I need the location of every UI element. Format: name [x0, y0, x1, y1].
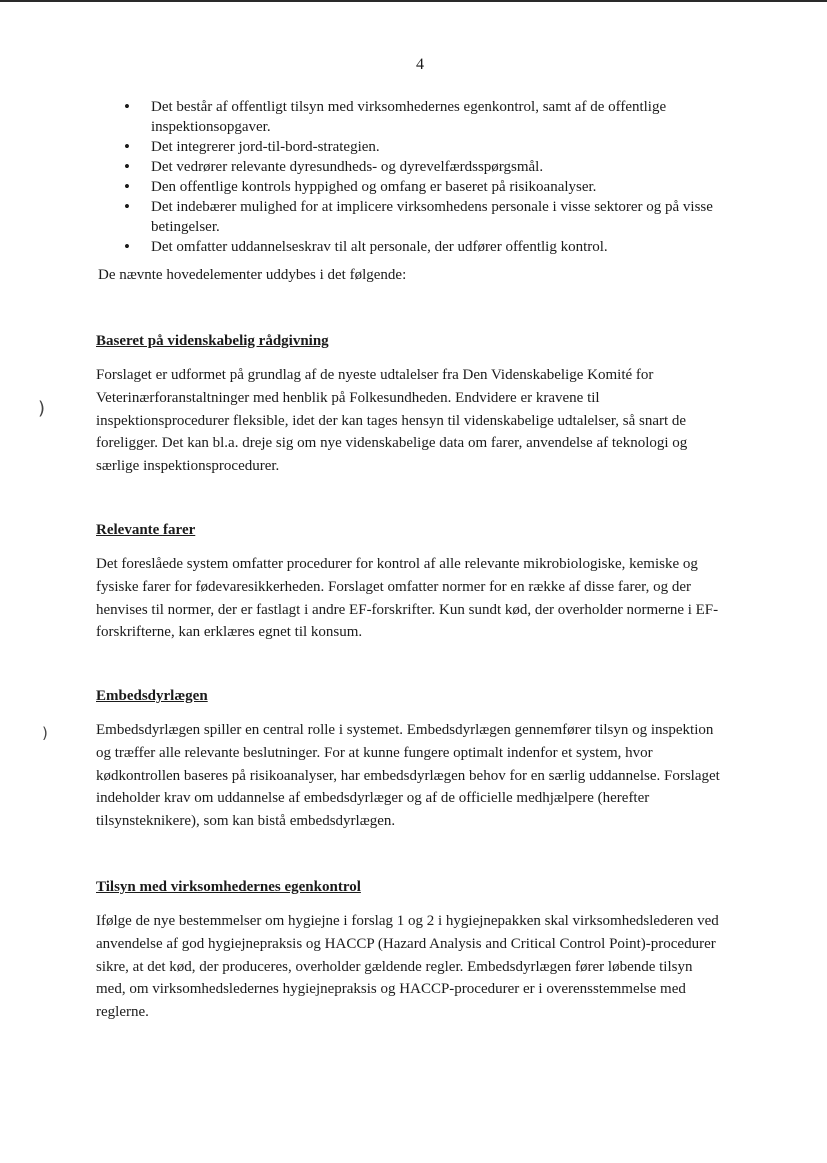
- section-body: Embedsdyrlægen spiller en central rolle i systemet. Embedsdyrlægen gennemfører tilsyn og inspektion og træffer alle relevante beslutninger. For at kunne fungere optimalt indenfor et system, hvor kødkontrollen baseres på risikoanalyser, har embedsdyrlægen behov for en særlig uddannelse. Forslaget indeholder krav om uddannelse af embedsdyrlæger og af de officielle medhjælpere (herefter tilsynsteknikere), som kan bistå embedsdyrlægen.: [96, 722, 720, 830]
- section-heading: Baseret på videnskabelig rådgivning: [96, 333, 329, 349]
- section-heading: Tilsyn med virksomhedernes egenkontrol: [96, 879, 361, 895]
- bullet-item: • Det består af offentligt tilsyn med virksomhedernes egenkontrol, samt af de offentlige inspektionsopgaver.: [120, 97, 740, 137]
- section-body: Forslaget er udformet på grundlag af de nyeste udtalelser fra Den Videnskabelige Komité for Veterinærforanstaltninger med henblik på Folkesundheden. Endvidere er kravene til inspektionsprocedurer fleksible, idet der kan tages hensyn til videnskabelige udtalelser, så snart de foreligger. Det kan bl.a. dreje sig om nye videnskabelige data om farer, anvendelse af teknologi og særlige inspektionsprocedurer.: [96, 367, 688, 475]
- binder-hole-mark: ): [42, 724, 48, 742]
- section-body: Det foreslåede system omfatter procedurer for kontrol af alle relevante mikrobiologiske, kemiske og fysiske farer for fødevaresikkerheden. Forslaget omfatter normer for en række af disse farer, og der henvises til normer, der er fastlagt i andre EF-forskrifter. Kun sundt kød, der overholder normerne i EF-forskrifterne, kan erklæres egnet til konsum.: [96, 556, 719, 641]
- intro-paragraph: De nævnte hovedelementer uddybes i det følgende:: [98, 267, 407, 283]
- bullet-list: [120, 97, 740, 257]
- bullet-item: • Det vedrører relevante dyresundheds- og dyrevelfærdsspørgsmål.: [120, 157, 740, 177]
- top-edge-rule: [0, 0, 827, 2]
- section-heading: Relevante farer: [96, 522, 196, 538]
- bullet-item: • Det integrerer jord-til-bord-strategien.: [120, 137, 740, 157]
- section-heading: Embedsdyrlægen: [96, 688, 208, 704]
- bullet-item: • Det indebærer mulighed for at implicere virksomhedens personale i visse sektorer og på visse betingelser.: [120, 197, 740, 237]
- binder-hole-mark: ): [38, 398, 46, 419]
- page-number: 4: [416, 56, 424, 73]
- section-body: Ifølge de nye bestemmelser om hygiejne i forslag 1 og 2 i hygiejnepakken skal virksomhedslederen ved anvendelse af god hygiejnepraksis og HACCP (Hazard Analysis and Critical Control Point)-procedurer sikre, at det kød, der produceres, overholder gældende regler. Embedsdyrlægen fører løbende tilsyn med, om virksomhedsledernes hygiejnepraksis og HACCP-procedurer er i overensstemmelse med reglerne.: [96, 913, 719, 1021]
- bullet-item: • Det omfatter uddannelseskrav til alt personale, der udfører offentlig kontrol.: [120, 237, 740, 257]
- bullet-item: • Den offentlige kontrols hyppighed og omfang er baseret på risikoanalyser.: [120, 177, 740, 197]
